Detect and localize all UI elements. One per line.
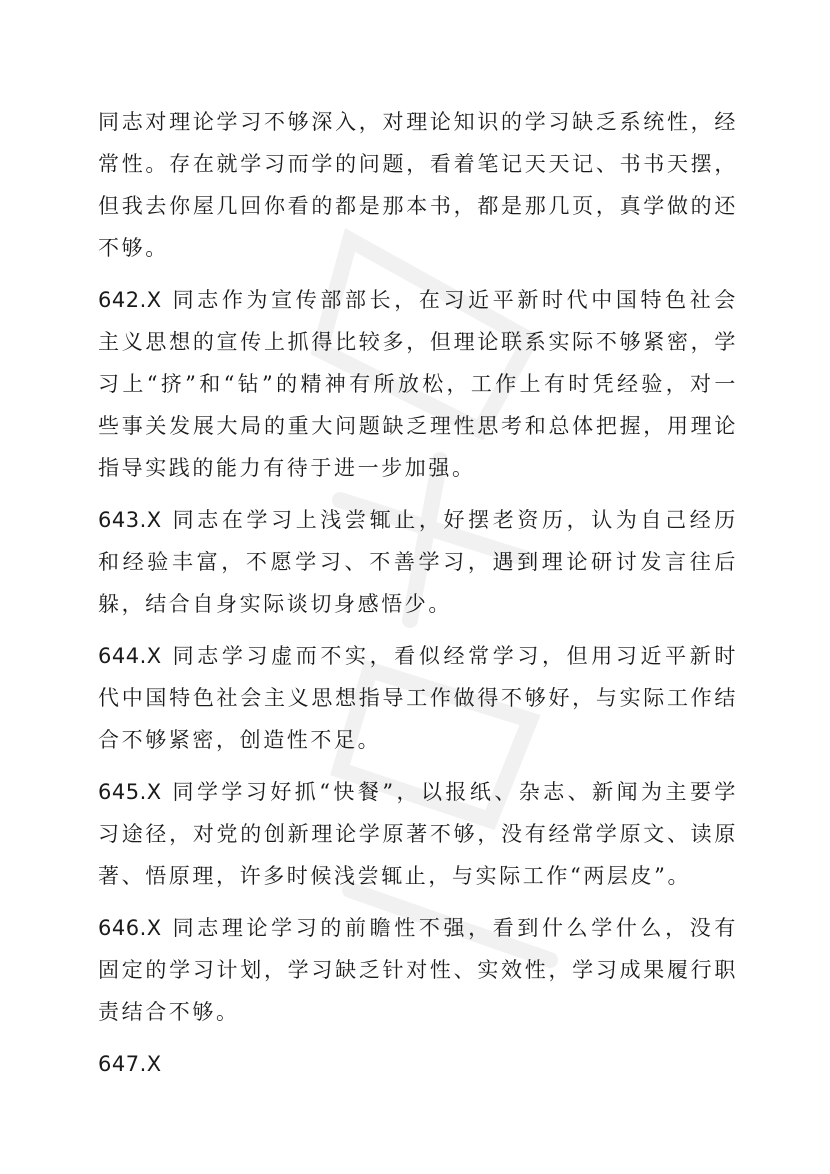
paragraph-text: 同学学习好抓“快餐”，以报纸、杂志、新闻为主要学习途径，对党的创新理论学原著不够，没有经常学原文、读原著、悟原理，许多时候浅尝辄止，与实际工作“两层皮”。 bbox=[98, 780, 738, 888]
paragraph-text: 同志理论学习的前瞻性不强，看到什么学什么，没有固定的学习计划，学习缺乏针对性、实效性，学习成果履行职责结合不够。 bbox=[98, 916, 738, 1024]
paragraph-continuation bbox=[98, 101, 738, 269]
item-number: 643.X bbox=[98, 508, 162, 532]
document-body bbox=[98, 101, 738, 1095]
paragraph-642 bbox=[98, 279, 738, 489]
paragraph-644 bbox=[98, 635, 738, 761]
paragraph-647 bbox=[98, 1043, 738, 1085]
paragraph-645 bbox=[98, 771, 738, 897]
paragraph-text: 同志对理论学习不够深入，对理论知识的学习缺乏系统性，经常性。存在就学习而学的问题，看着笔记天天记、书书天摆，但我去你屋几回你看的都是那本书，都是那几页，真学做的还不够。 bbox=[98, 110, 738, 260]
item-number: 646.X bbox=[98, 916, 162, 940]
item-number: 644.X bbox=[98, 644, 162, 668]
paragraph-646 bbox=[98, 907, 738, 1033]
item-number: 642.X bbox=[98, 288, 162, 312]
paragraph-643 bbox=[98, 499, 738, 625]
paragraph-text: 同志作为宣传部部长，在习近平新时代中国特色社会主义思想的宣传上抓得比较多，但理论联系实际不够紧密，学习上“挤”和“钻”的精神有所放松，工作上有时凭经验，对一些事关发展大局的重大问题缺乏理性思考和总体把握，用理论指导实践的能力有待于进一步加强。 bbox=[98, 288, 738, 480]
paragraph-text: 同志在学习上浅尝辄止，好摆老资历，认为自己经历和经验丰富，不愿学习、不善学习，遇到理论研讨发言往后躲，结合自身实际谈切身感悟少。 bbox=[98, 508, 738, 616]
paragraph-text: 同志学习虚而不实，看似经常学习，但用习近平新时代中国特色社会主义思想指导工作做得不够好，与实际工作结合不够紧密，创造性不足。 bbox=[98, 644, 738, 752]
item-number: 647.X bbox=[98, 1052, 162, 1076]
item-number: 645.X bbox=[98, 780, 162, 804]
